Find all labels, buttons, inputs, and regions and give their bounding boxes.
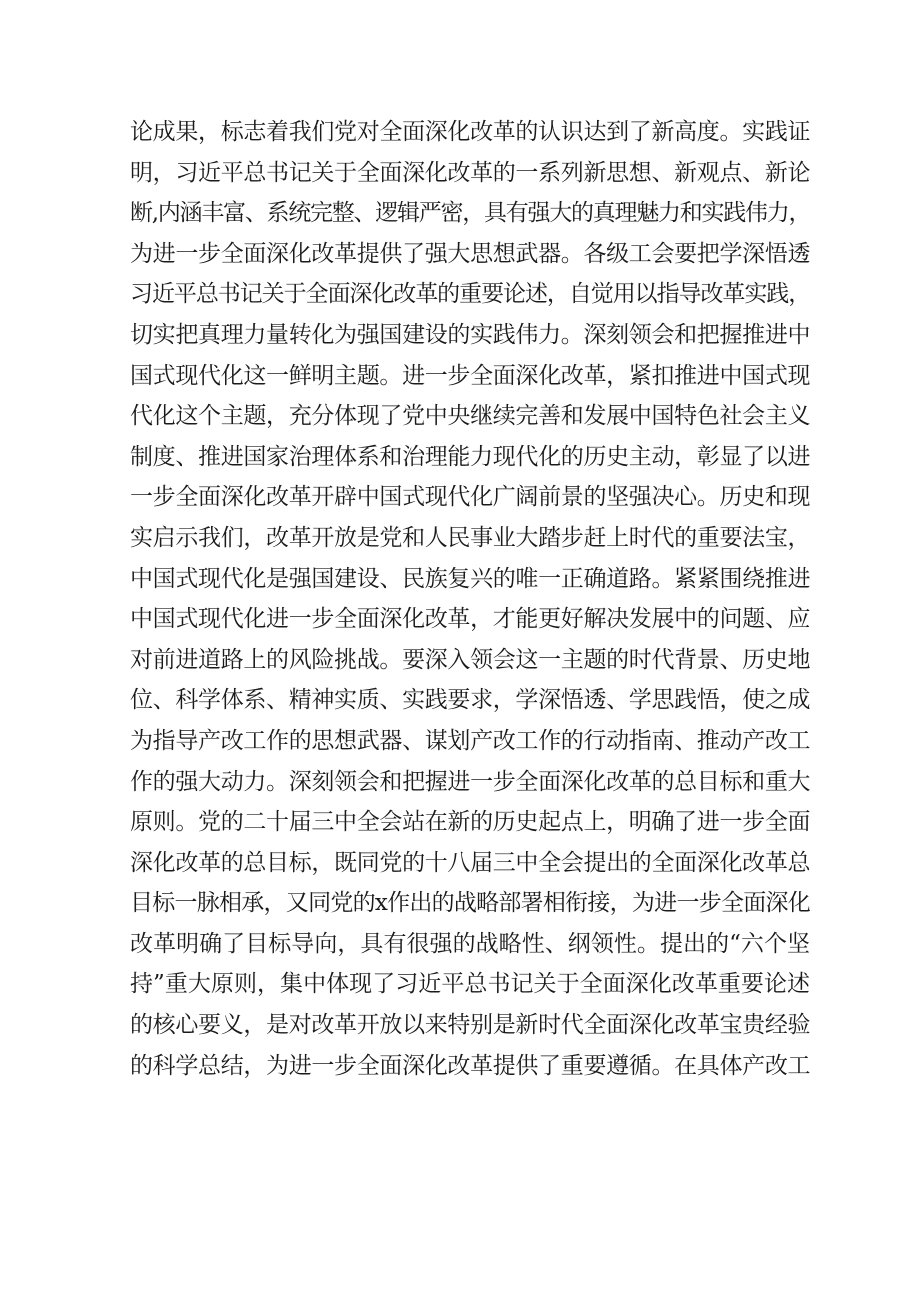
text-line-12: 中国式现代化是强国建设、民族复兴的唯一正确道路。紧紧围绕推进	[130, 565, 810, 592]
text-line-16: 为指导产改工作的思想武器、谋划产改工作的行动指南、推动产改工	[130, 727, 810, 754]
text-line-17: 作的强大动力。深刻领会和把握进一步全面深化改革的总目标和重大	[130, 768, 810, 795]
text-line-8: 代化这个主题，充分体现了党中央继续完善和发展中国特色社会主义	[130, 403, 810, 430]
text-line-15: 位、科学体系、精神实质、实践要求，学深悟透、学思践悟，使之成	[130, 687, 810, 714]
text-line-5: 习近平总书记关于全面深化改革的重要论述，自觉用以指导改革实践，	[130, 281, 810, 308]
text-line-14: 对前进道路上的风险挑战。要深入领会这一主题的时代背景、历史地	[130, 646, 810, 673]
text-line-3: 断,内涵丰富、系统完整、逻辑严密，具有强大的真理魅力和实践伟力，	[130, 200, 811, 227]
text-line-7: 国式现代化这一鲜明主题。进一步全面深化改革，紧扣推进中国式现	[130, 362, 810, 389]
text-line-9: 制度、推进国家治理体系和治理能力现代化的历史主动，彰显了以进	[130, 443, 810, 470]
text-line-4: 为进一步全面深化改革提供了强大思想武器。各级工会要把学深悟透	[130, 240, 810, 267]
text-line-23: 的核心要义，是对改革开放以来特别是新时代全面深化改革宝贵经验	[130, 1012, 810, 1039]
text-line-18: 原则。党的二十届三中全会站在新的历史起点上，明确了进一步全面	[130, 809, 810, 836]
text-line-1: 论成果，标志着我们党对全面深化改革的认识达到了新高度。实践证	[130, 119, 810, 145]
text-line-20: 目标一脉相承，又同党的x作出的战略部署相衔接，为进一步全面深化	[130, 890, 810, 917]
body-paragraph	[130, 112, 810, 1086]
text-line-22: 持”重大原则，集中体现了习近平总书记关于全面深化改革重要论述	[130, 971, 810, 998]
text-line-11: 实启示我们，改革开放是党和人民事业大踏步赶上时代的重要法宝，	[130, 524, 810, 551]
text-line-24: 的科学总结，为进一步全面深化改革提供了重要遵循。在具体产改工	[130, 1052, 810, 1079]
text-line-10: 一步全面深化改革开辟中国式现代化广阔前景的坚强决心。历史和现	[130, 484, 810, 511]
text-line-6: 切实把真理力量转化为强国建设的实践伟力。深刻领会和把握推进中	[130, 321, 810, 348]
text-line-13: 中国式现代化进一步全面深化改革，才能更好解决发展中的问题、应	[130, 606, 810, 633]
text-line-21: 改革明确了目标导向，具有很强的战略性、纲领性。提出的“六个坚	[130, 930, 810, 957]
text-line-19: 深化改革的总目标，既同党的十八届三中全会提出的全面深化改革总	[130, 849, 810, 876]
text-line-2: 明，习近平总书记关于全面深化改革的一系列新思想、新观点、新论	[130, 159, 810, 186]
